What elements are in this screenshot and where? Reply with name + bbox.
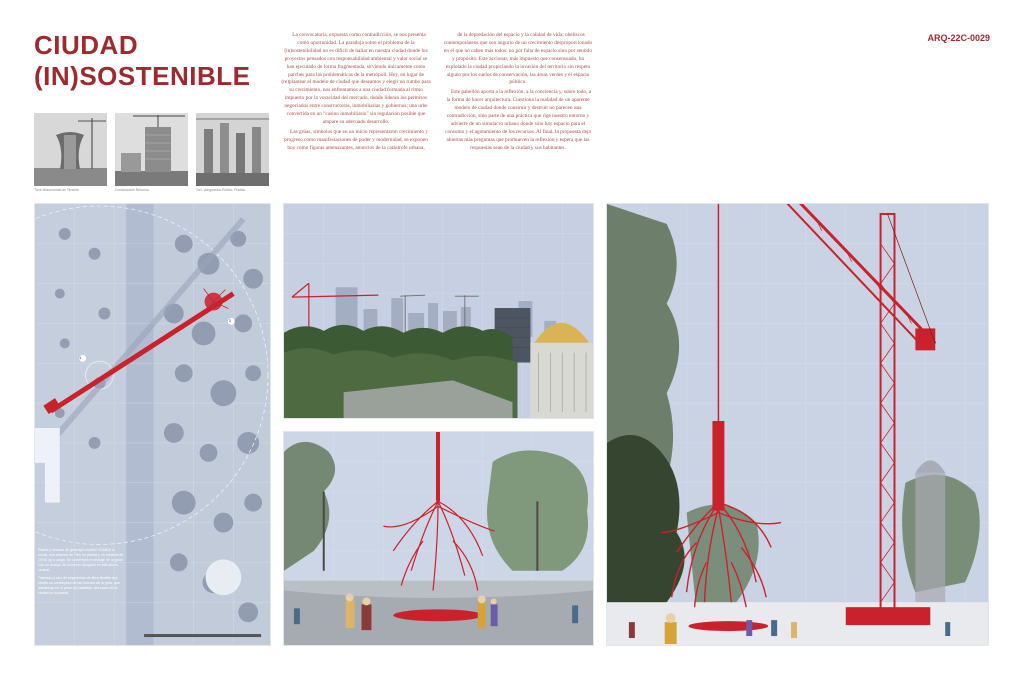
plan-marker-1: 1	[79, 355, 82, 360]
page-title	[34, 30, 250, 92]
title-line-2	[34, 61, 250, 92]
thumbnail-caption: Torr. Vanguardia-Pórtico, Puebla	[196, 188, 245, 192]
pavilion-street-view	[283, 431, 594, 646]
thumbnail-tower	[34, 113, 107, 186]
paragraph: La convocatoria, expuesta como contradicción, se nos presenta como oportunidad. La paradoja sobre el problema de la (in)sostenibilidad no es difícil de hallar en nuestra ciudad donde los proyectos pensados con responsabilidad ambiental y valor social se han ejecutado de forma fragmentada, sirviendo únicamente como parches para las problemáticas de la metrópoli. Hoy, en lugar de (re)plantear el modelo de ciudad que deseamos y elegir un rumbo para su crecimiento, nos enfrentamos a una ciudad formada al ritmo impuesto por la voracidad del mercado, donde lideran los permisos negociados entre constructoras, inmobiliarias y gobiernos; una urbe convertida en un "casino inmobiliario" sin regulación posible que ampare su adecuado desarrollo.	[281, 32, 431, 125]
text-column-2	[443, 32, 593, 155]
crane-pavilion-render	[606, 203, 989, 646]
title-line-1: CIUDAD	[34, 30, 139, 60]
thumbnail-columns	[196, 113, 269, 186]
project-code: ARQ-22C-0029	[927, 33, 990, 43]
city-skyline-image	[283, 203, 594, 419]
plan-note-2: Tramado y raíz de segmentos de fibra flexible que emula un contrapeso de las fuerzas de la grúa, que disminuye en el peso del pabellón, del suelo de la ciudad en la planta.	[38, 576, 120, 595]
thumbnail-caption: Construcción Reforma	[115, 188, 149, 192]
plan-note-1: Planta y sección de grúa tipo modelo 1CA818 la cruda, con alcance de 75m en planta y un máximo de 19/40 kg a carga. Se contempla el anclaje de la grúa con un arraigo de concreto ahogado en estructura central.	[38, 548, 124, 572]
title-rest: SOSTENIBLE	[79, 61, 251, 91]
thumbnail-caption: Torre Monumental de Tenerife	[34, 188, 79, 192]
paragraph: de la depredación del espacio y la calidad de vida; obeliscos contemporáneos que son augurio de un crecimiento desproporcionado en el que no caben más todos: no por falta de espacio sino por sentido y propósito. Este accionar, más impuesto que consensuado, ha explotado la ciudad propiciando la invasión del territorio sin respeto alguno por los suelos de conservación, las áreas verdes y el espacio público.	[443, 32, 593, 86]
plan-caption	[38, 548, 124, 599]
paragraph: Este pabellón aporta a la reflexión, a la conciencia y, sobre todo, a la forma de hacer arquitectura. Cuestiona la realidad de un aparente modelo de ciudad donde construir y destruir no parecen una contradicción, sino parte de una práctica que rige nuestro entorno y advierte de un simulacro urbano donde sólo hay espacio para el consumo y el agotamiento de los recursos. Al final, la propuesta deja abiertas más preguntas que promueven la reflexión y espera que las respuestas sean de la ciudad y sus habitantes.	[445, 89, 592, 151]
title-prefix: (IN)	[34, 61, 80, 91]
paragraph: Las grúas, símbolos que en un inicio representaron crecimiento y progreso como manifestaciones de poder y modernidad, se exponen hoy como figuras amenazantes, anuncios de la catástrofe urbana,	[284, 128, 428, 151]
thumbnail-construction	[115, 113, 188, 186]
text-column-1	[281, 32, 431, 155]
plan-marker-2: 2	[229, 318, 232, 323]
